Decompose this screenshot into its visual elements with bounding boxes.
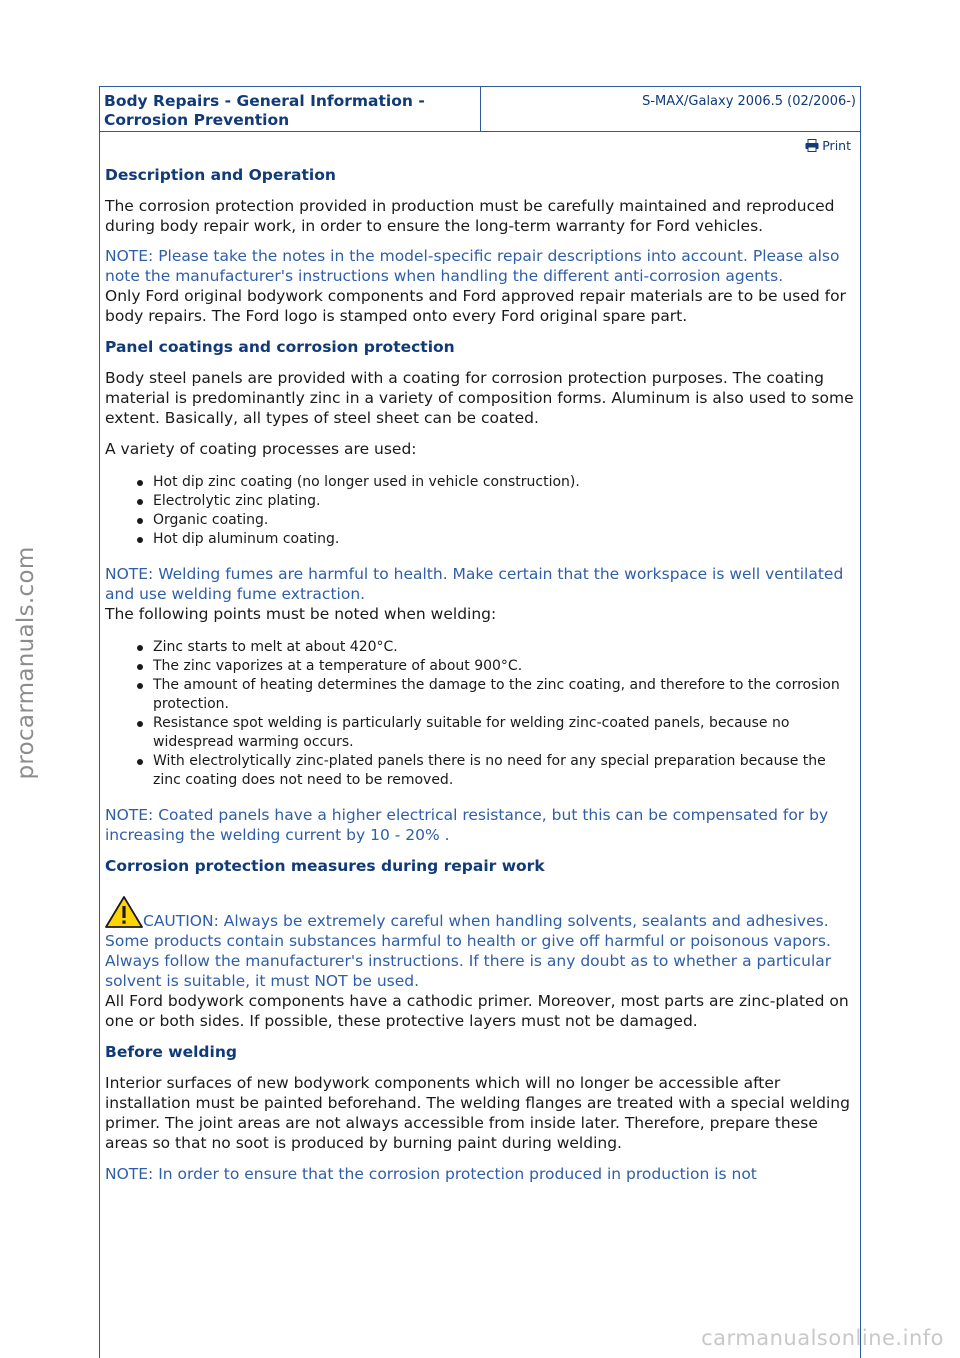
printer-icon <box>805 139 819 152</box>
coating-processes-paragraph: A variety of coating processes are used: <box>105 440 417 458</box>
section-heading: Description and Operation <box>105 166 336 184</box>
coating-process-list <box>105 473 855 549</box>
note-coated-panels: NOTE: Coated panels have a higher electrical resistance, but this can be compensated for by increasing the welding current by 10 - 20% . <box>105 806 829 844</box>
note-welding-fumes: NOTE: Welding fumes are harmful to health. Make certain that the workspace is well ventilated and use welding fume extraction. <box>105 565 844 603</box>
note-model-specific: NOTE: Please take the notes in the model-specific repair descriptions into account. Please also note the manufacturer's instructions when handling the different anti-corrosion agents. <box>105 247 840 285</box>
warning-triangle-icon <box>105 896 143 928</box>
welding-points-list <box>105 638 855 790</box>
intro-paragraph: The corrosion protection provided in production must be carefully maintained and reproduced during body repair work, in order to ensure the long-term warranty for Ford vehicles. <box>105 197 835 235</box>
side-watermark <box>8 548 44 778</box>
steel-panels-paragraph: Body steel panels are provided with a coating for corrosion protection purposes. The coating material is predominantly zinc in a variety of composition forms. Aluminum is also used to some extent. Basically, all types of steel sheet can be coated. <box>105 369 854 427</box>
interior-surfaces-paragraph: Interior surfaces of new bodywork components which will no longer be accessible after installation must be painted beforehand. The welding flanges are treated with a special welding primer. The joint areas are not always accessible from inside later. Therefore, prepare these areas so that no soot is produced by burning paint during welding. <box>105 1074 850 1152</box>
original-parts-paragraph: Only Ford original bodywork components and Ford approved repair materials are to be used for body repairs. The Ford logo is stamped onto every Ford original spare part. <box>105 287 846 325</box>
list-item: The amount of heating determines the damage to the zinc coating, and therefore to the corrosion protection. <box>135 676 855 714</box>
primer-paragraph: All Ford bodywork components have a cathodic primer. Moreover, most parts are zinc-plated on one or both sides. If possible, these protective layers must not be damaged. <box>105 992 849 1030</box>
list-item: Organic coating. <box>135 511 855 530</box>
list-item: With electrolytically zinc-plated panels there is no need for any special preparation because the zinc coating does not need to be removed. <box>135 752 855 790</box>
print-label: Print <box>822 138 851 153</box>
print-link[interactable] <box>105 138 855 154</box>
list-item: Hot dip zinc coating (no longer used in vehicle construction). <box>135 473 855 492</box>
note-production-protection: NOTE: In order to ensure that the corrosion protection produced in production is not <box>105 1165 757 1183</box>
caution-text: CAUTION: Always be extremely careful when handling solvents, sealants and adhesives. Some products contain substances harmful to health or give off harmful or poisonous vapors. Always follow the manufacturer's instructions. If there is any doubt as to whether a particular solvent is suitable, it must NOT be used. <box>105 912 832 990</box>
before-welding-heading: Before welding <box>105 1043 237 1061</box>
watermark-text: procarmanuals.com <box>13 546 39 780</box>
repair-work-heading: Corrosion protection measures during repair work <box>105 857 545 875</box>
list-item: Zinc starts to melt at about 420°C. <box>135 638 855 657</box>
document-header <box>99 86 861 132</box>
list-item: Resistance spot welding is particularly suitable for welding zinc-coated panels, because no widespread warming occurs. <box>135 714 855 752</box>
document-body <box>99 132 861 1358</box>
caution-block <box>105 896 855 991</box>
footer-watermark: carmanualsonline.info <box>701 1326 944 1350</box>
panel-coatings-heading: Panel coatings and corrosion protection <box>105 338 455 356</box>
list-item: Hot dip aluminum coating. <box>135 530 855 549</box>
list-item: The zinc vaporizes at a temperature of about 900°C. <box>135 657 855 676</box>
page-title: Body Repairs - General Information - Corrosion Prevention <box>100 87 481 131</box>
welding-points-paragraph: The following points must be noted when welding: <box>105 605 497 623</box>
vehicle-model: S-MAX/Galaxy 2006.5 (02/2006-) <box>642 94 856 109</box>
list-item: Electrolytic zinc plating. <box>135 492 855 511</box>
